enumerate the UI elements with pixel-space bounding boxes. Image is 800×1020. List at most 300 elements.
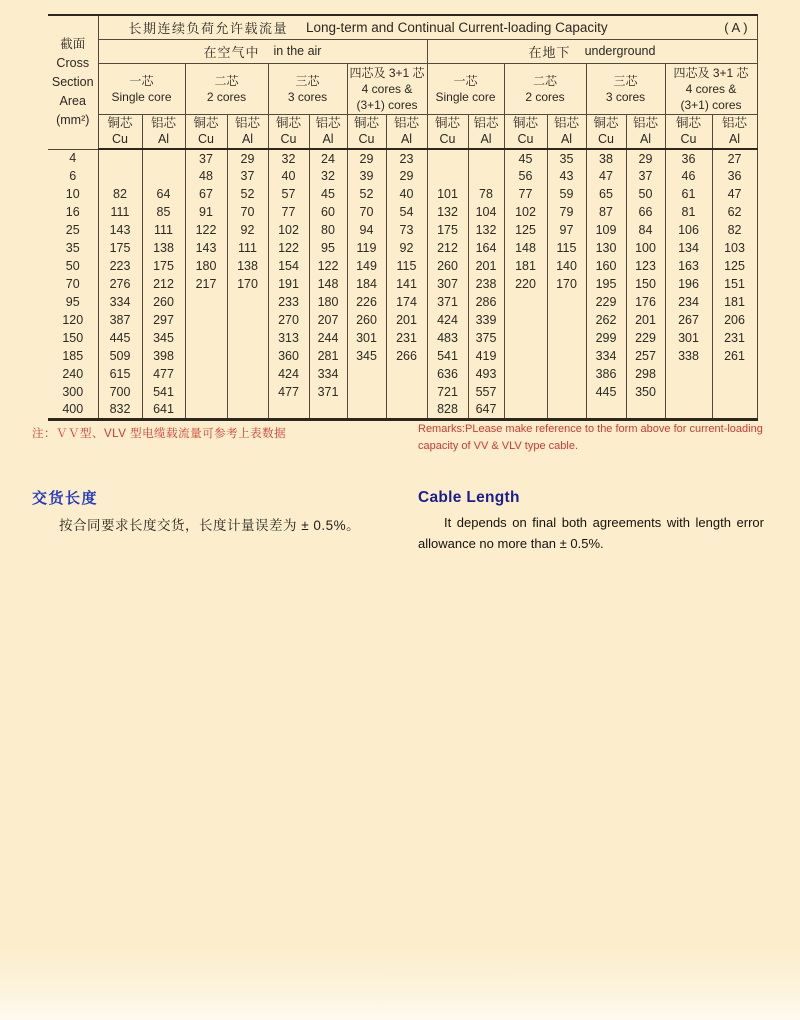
capacity-value: 641 bbox=[142, 401, 185, 419]
conductor-header: 铝芯 Al bbox=[547, 114, 586, 149]
capacity-value bbox=[185, 347, 227, 365]
capacity-value: 419 bbox=[468, 347, 504, 365]
capacity-value: 77 bbox=[268, 203, 309, 221]
capacity-value: 32 bbox=[268, 149, 309, 167]
conductor-header: 铝芯 Al bbox=[309, 114, 347, 149]
table-row bbox=[48, 239, 757, 257]
capacity-value: 32 bbox=[309, 167, 347, 185]
capacity-value: 386 bbox=[586, 365, 626, 383]
capacity-value bbox=[386, 401, 427, 419]
current-capacity-table bbox=[48, 14, 758, 421]
capacity-value: 95 bbox=[309, 239, 347, 257]
capacity-value: 132 bbox=[427, 203, 468, 221]
capacity-value: 24 bbox=[309, 149, 347, 167]
capacity-value: 181 bbox=[712, 293, 757, 311]
cross-section-value: 70 bbox=[48, 275, 98, 293]
capacity-value: 29 bbox=[227, 149, 268, 167]
capacity-value bbox=[504, 401, 547, 419]
capacity-value: 176 bbox=[626, 293, 665, 311]
capacity-value: 50 bbox=[626, 185, 665, 203]
capacity-value: 387 bbox=[98, 311, 142, 329]
capacity-value: 371 bbox=[427, 293, 468, 311]
capacity-value: 636 bbox=[427, 365, 468, 383]
capacity-value: 91 bbox=[185, 203, 227, 221]
group-header-underground bbox=[427, 39, 757, 63]
capacity-value bbox=[347, 401, 386, 419]
capacity-value: 64 bbox=[142, 185, 185, 203]
table-row bbox=[48, 347, 757, 365]
capacity-value: 52 bbox=[347, 185, 386, 203]
table-row bbox=[48, 185, 757, 203]
capacity-value: 102 bbox=[504, 203, 547, 221]
cross-section-value: 185 bbox=[48, 347, 98, 365]
capacity-value: 398 bbox=[142, 347, 185, 365]
capacity-value bbox=[468, 149, 504, 167]
capacity-value: 313 bbox=[268, 329, 309, 347]
capacity-value: 134 bbox=[665, 239, 712, 257]
capacity-value: 85 bbox=[142, 203, 185, 221]
note-en: Remarks:PLease make reference to the form above for current-loading capacity of VV & VLV type cable. bbox=[418, 423, 763, 453]
table-row bbox=[48, 203, 757, 221]
capacity-value bbox=[586, 401, 626, 419]
cross-section-header-line: (mm²) bbox=[56, 112, 90, 127]
capacity-value: 97 bbox=[547, 221, 586, 239]
table-title-en: Long-term and Continual Current-loading Capacity bbox=[306, 19, 608, 35]
capacity-value bbox=[504, 347, 547, 365]
capacity-value: 29 bbox=[626, 149, 665, 167]
capacity-value bbox=[98, 149, 142, 167]
capacity-value: 286 bbox=[468, 293, 504, 311]
table-row bbox=[48, 329, 757, 347]
table-row bbox=[48, 401, 757, 419]
capacity-value: 94 bbox=[347, 221, 386, 239]
conductor-header: 铝芯 Al bbox=[712, 114, 757, 149]
capacity-value: 37 bbox=[626, 167, 665, 185]
capacity-value: 270 bbox=[268, 311, 309, 329]
capacity-value bbox=[712, 383, 757, 401]
capacity-value: 66 bbox=[626, 203, 665, 221]
conductor-header: 铜芯 Cu bbox=[347, 114, 386, 149]
capacity-value: 483 bbox=[427, 329, 468, 347]
capacity-value: 122 bbox=[309, 257, 347, 275]
capacity-value: 111 bbox=[98, 203, 142, 221]
capacity-value: 67 bbox=[185, 185, 227, 203]
core-type-header: 三芯 3 cores bbox=[586, 63, 665, 114]
capacity-value: 132 bbox=[468, 221, 504, 239]
cross-section-value: 120 bbox=[48, 311, 98, 329]
capacity-value: 61 bbox=[665, 185, 712, 203]
capacity-value: 154 bbox=[268, 257, 309, 275]
capacity-value: 424 bbox=[268, 365, 309, 383]
capacity-value bbox=[185, 311, 227, 329]
cross-section-value: 150 bbox=[48, 329, 98, 347]
capacity-value bbox=[227, 401, 268, 419]
capacity-value: 477 bbox=[268, 383, 309, 401]
capacity-value: 54 bbox=[386, 203, 427, 221]
capacity-value bbox=[386, 383, 427, 401]
capacity-value bbox=[504, 383, 547, 401]
capacity-value: 541 bbox=[427, 347, 468, 365]
conductor-header: 铝芯 Al bbox=[142, 114, 185, 149]
capacity-value: 163 bbox=[665, 257, 712, 275]
capacity-value: 299 bbox=[586, 329, 626, 347]
capacity-value: 62 bbox=[712, 203, 757, 221]
capacity-value: 229 bbox=[626, 329, 665, 347]
conductor-header: 铜芯 Cu bbox=[427, 114, 468, 149]
capacity-value: 46 bbox=[665, 167, 712, 185]
group-underground-en: underground bbox=[584, 44, 656, 58]
capacity-value: 339 bbox=[468, 311, 504, 329]
capacity-value bbox=[427, 149, 468, 167]
capacity-value bbox=[142, 167, 185, 185]
capacity-value: 65 bbox=[586, 185, 626, 203]
capacity-value: 276 bbox=[98, 275, 142, 293]
capacity-value: 87 bbox=[586, 203, 626, 221]
capacity-value: 81 bbox=[665, 203, 712, 221]
cable-length-heading-en: Cable Length bbox=[418, 489, 520, 506]
capacity-value: 56 bbox=[504, 167, 547, 185]
note-zh: 注：ＶＶ型、VLV 型电缆载流量可参考上表数据 bbox=[32, 428, 287, 440]
cross-section-header-line: Section bbox=[51, 74, 94, 89]
capacity-value: 226 bbox=[347, 293, 386, 311]
capacity-value: 184 bbox=[347, 275, 386, 293]
capacity-value: 233 bbox=[268, 293, 309, 311]
core-type-header: 一芯 Single core bbox=[427, 63, 504, 114]
group-underground-zh: 在地下 bbox=[528, 44, 571, 60]
capacity-value: 143 bbox=[185, 239, 227, 257]
core-type-header: 二芯 2 cores bbox=[504, 63, 586, 114]
cross-section-value: 25 bbox=[48, 221, 98, 239]
capacity-value: 40 bbox=[386, 185, 427, 203]
capacity-value: 700 bbox=[98, 383, 142, 401]
capacity-value: 59 bbox=[547, 185, 586, 203]
capacity-value: 57 bbox=[268, 185, 309, 203]
cross-section-value: 10 bbox=[48, 185, 98, 203]
capacity-value bbox=[185, 383, 227, 401]
capacity-value: 82 bbox=[712, 221, 757, 239]
capacity-value: 23 bbox=[386, 149, 427, 167]
capacity-value: 84 bbox=[626, 221, 665, 239]
capacity-value: 138 bbox=[227, 257, 268, 275]
capacity-value bbox=[227, 329, 268, 347]
capacity-value: 345 bbox=[142, 329, 185, 347]
core-type-header: 二芯 2 cores bbox=[185, 63, 268, 114]
capacity-value: 201 bbox=[468, 257, 504, 275]
cross-section-value: 240 bbox=[48, 365, 98, 383]
capacity-value bbox=[547, 293, 586, 311]
capacity-value bbox=[185, 401, 227, 419]
capacity-value: 260 bbox=[347, 311, 386, 329]
capacity-value bbox=[185, 293, 227, 311]
capacity-value: 130 bbox=[586, 239, 626, 257]
capacity-value: 47 bbox=[712, 185, 757, 203]
capacity-value bbox=[547, 311, 586, 329]
core-type-header: 四芯及 3+1 芯 4 cores & (3+1) cores bbox=[665, 63, 757, 114]
capacity-value: 541 bbox=[142, 383, 185, 401]
capacity-value: 175 bbox=[427, 221, 468, 239]
capacity-value: 229 bbox=[586, 293, 626, 311]
capacity-value bbox=[547, 347, 586, 365]
table-row bbox=[48, 257, 757, 275]
cross-section-value: 6 bbox=[48, 167, 98, 185]
conductor-header: 铜芯 Cu bbox=[504, 114, 547, 149]
capacity-value: 106 bbox=[665, 221, 712, 239]
capacity-value bbox=[185, 329, 227, 347]
capacity-value: 45 bbox=[309, 185, 347, 203]
capacity-value: 122 bbox=[185, 221, 227, 239]
capacity-value bbox=[309, 401, 347, 419]
capacity-value: 220 bbox=[504, 275, 547, 293]
cable-length-body-en: It depends on final both agreements with length error allowance no more than ± 0.5%. bbox=[418, 515, 764, 551]
capacity-value: 191 bbox=[268, 275, 309, 293]
capacity-value: 231 bbox=[386, 329, 427, 347]
cross-section-value: 16 bbox=[48, 203, 98, 221]
capacity-value: 29 bbox=[386, 167, 427, 185]
capacity-value: 828 bbox=[427, 401, 468, 419]
capacity-value: 350 bbox=[626, 383, 665, 401]
capacity-value: 206 bbox=[712, 311, 757, 329]
table-row bbox=[48, 293, 757, 311]
capacity-value: 35 bbox=[547, 149, 586, 167]
capacity-value: 260 bbox=[427, 257, 468, 275]
capacity-value: 334 bbox=[98, 293, 142, 311]
capacity-value: 43 bbox=[547, 167, 586, 185]
capacity-value: 175 bbox=[142, 257, 185, 275]
capacity-value bbox=[504, 329, 547, 347]
capacity-value: 29 bbox=[347, 149, 386, 167]
capacity-value: 102 bbox=[268, 221, 309, 239]
table-row bbox=[48, 365, 757, 383]
table-row bbox=[48, 149, 757, 167]
capacity-value: 148 bbox=[309, 275, 347, 293]
capacity-value: 647 bbox=[468, 401, 504, 419]
capacity-value: 261 bbox=[712, 347, 757, 365]
conductor-header: 铝芯 Al bbox=[227, 114, 268, 149]
cable-length-body-zh: 按合同要求长度交货，长度计量误差为 ± 0.5%。 bbox=[59, 518, 361, 533]
capacity-value: 138 bbox=[142, 239, 185, 257]
capacity-value: 82 bbox=[98, 185, 142, 203]
capacity-value: 345 bbox=[347, 347, 386, 365]
capacity-value: 48 bbox=[185, 167, 227, 185]
capacity-value: 123 bbox=[626, 257, 665, 275]
capacity-value: 217 bbox=[185, 275, 227, 293]
capacity-value: 307 bbox=[427, 275, 468, 293]
cross-section-header bbox=[48, 15, 98, 149]
table-row bbox=[48, 221, 757, 239]
capacity-value: 262 bbox=[586, 311, 626, 329]
capacity-value: 27 bbox=[712, 149, 757, 167]
cross-section-value: 300 bbox=[48, 383, 98, 401]
capacity-value bbox=[227, 347, 268, 365]
capacity-value: 122 bbox=[268, 239, 309, 257]
capacity-value bbox=[468, 167, 504, 185]
capacity-value: 445 bbox=[586, 383, 626, 401]
capacity-value: 119 bbox=[347, 239, 386, 257]
capacity-value: 73 bbox=[386, 221, 427, 239]
capacity-value: 615 bbox=[98, 365, 142, 383]
capacity-value: 371 bbox=[309, 383, 347, 401]
capacity-value: 45 bbox=[504, 149, 547, 167]
capacity-value: 212 bbox=[427, 239, 468, 257]
group-air-zh: 在空气中 bbox=[203, 44, 260, 60]
capacity-value: 151 bbox=[712, 275, 757, 293]
capacity-value: 338 bbox=[665, 347, 712, 365]
capacity-value bbox=[665, 401, 712, 419]
capacity-value bbox=[347, 383, 386, 401]
capacity-value: 115 bbox=[547, 239, 586, 257]
cross-section-header-line: 截面 bbox=[60, 36, 86, 51]
cross-section-value: 35 bbox=[48, 239, 98, 257]
cable-length-heading-zh: 交货长度 bbox=[32, 490, 99, 507]
capacity-value: 104 bbox=[468, 203, 504, 221]
capacity-value: 266 bbox=[386, 347, 427, 365]
capacity-value: 721 bbox=[427, 383, 468, 401]
capacity-value: 52 bbox=[227, 185, 268, 203]
capacity-value: 79 bbox=[547, 203, 586, 221]
conductor-header: 铜芯 Cu bbox=[98, 114, 142, 149]
capacity-value: 150 bbox=[626, 275, 665, 293]
capacity-value: 164 bbox=[468, 239, 504, 257]
capacity-value: 201 bbox=[386, 311, 427, 329]
capacity-value: 175 bbox=[98, 239, 142, 257]
cross-section-header-line: Area bbox=[59, 93, 86, 108]
capacity-value: 223 bbox=[98, 257, 142, 275]
group-header-air bbox=[98, 39, 427, 63]
capacity-value: 509 bbox=[98, 347, 142, 365]
capacity-value: 70 bbox=[227, 203, 268, 221]
core-type-header: 四芯及 3+1 芯 4 cores & (3+1) cores bbox=[347, 63, 427, 114]
conductor-header: 铜芯 Cu bbox=[665, 114, 712, 149]
capacity-value: 141 bbox=[386, 275, 427, 293]
capacity-value: 181 bbox=[504, 257, 547, 275]
capacity-value: 234 bbox=[665, 293, 712, 311]
conductor-header: 铝芯 Al bbox=[626, 114, 665, 149]
capacity-value: 140 bbox=[547, 257, 586, 275]
table-row bbox=[48, 311, 757, 329]
capacity-value bbox=[547, 401, 586, 419]
capacity-value: 109 bbox=[586, 221, 626, 239]
capacity-value: 195 bbox=[586, 275, 626, 293]
conductor-header: 铝芯 Al bbox=[386, 114, 427, 149]
capacity-value bbox=[142, 149, 185, 167]
capacity-value: 148 bbox=[504, 239, 547, 257]
group-air-en: in the air bbox=[273, 44, 322, 58]
capacity-value bbox=[347, 365, 386, 383]
capacity-value: 201 bbox=[626, 311, 665, 329]
capacity-value: 231 bbox=[712, 329, 757, 347]
capacity-value bbox=[626, 401, 665, 419]
table-row bbox=[48, 383, 757, 401]
capacity-value: 160 bbox=[586, 257, 626, 275]
capacity-value: 298 bbox=[626, 365, 665, 383]
conductor-header: 铝芯 Al bbox=[468, 114, 504, 149]
capacity-value bbox=[227, 311, 268, 329]
capacity-value: 180 bbox=[185, 257, 227, 275]
capacity-value: 103 bbox=[712, 239, 757, 257]
capacity-value bbox=[547, 329, 586, 347]
capacity-value: 100 bbox=[626, 239, 665, 257]
capacity-value bbox=[427, 167, 468, 185]
capacity-value: 196 bbox=[665, 275, 712, 293]
capacity-value: 267 bbox=[665, 311, 712, 329]
capacity-value bbox=[268, 401, 309, 419]
capacity-value bbox=[712, 365, 757, 383]
capacity-value: 78 bbox=[468, 185, 504, 203]
capacity-value: 125 bbox=[712, 257, 757, 275]
capacity-value: 80 bbox=[309, 221, 347, 239]
capacity-value bbox=[185, 365, 227, 383]
capacity-value: 375 bbox=[468, 329, 504, 347]
capacity-value: 101 bbox=[427, 185, 468, 203]
capacity-value: 170 bbox=[547, 275, 586, 293]
capacity-value: 445 bbox=[98, 329, 142, 347]
capacity-value: 40 bbox=[268, 167, 309, 185]
capacity-value: 424 bbox=[427, 311, 468, 329]
capacity-value: 36 bbox=[712, 167, 757, 185]
table-title bbox=[98, 15, 757, 39]
capacity-value: 47 bbox=[586, 167, 626, 185]
capacity-value: 92 bbox=[227, 221, 268, 239]
cross-section-header-line: Cross bbox=[56, 55, 90, 70]
capacity-value: 334 bbox=[309, 365, 347, 383]
capacity-value: 207 bbox=[309, 311, 347, 329]
capacity-value bbox=[504, 293, 547, 311]
cross-section-value: 95 bbox=[48, 293, 98, 311]
capacity-value: 257 bbox=[626, 347, 665, 365]
capacity-value bbox=[547, 365, 586, 383]
capacity-value: 180 bbox=[309, 293, 347, 311]
capacity-value: 38 bbox=[586, 149, 626, 167]
capacity-value bbox=[386, 365, 427, 383]
capacity-value: 149 bbox=[347, 257, 386, 275]
conductor-header: 铜芯 Cu bbox=[185, 114, 227, 149]
capacity-value: 143 bbox=[98, 221, 142, 239]
conductor-header: 铜芯 Cu bbox=[268, 114, 309, 149]
table-row bbox=[48, 275, 757, 293]
capacity-value: 301 bbox=[347, 329, 386, 347]
capacity-value bbox=[665, 365, 712, 383]
capacity-value: 125 bbox=[504, 221, 547, 239]
capacity-value: 39 bbox=[347, 167, 386, 185]
table-title-zh: 长期连续负荷允许载流量 bbox=[128, 20, 289, 36]
capacity-value: 36 bbox=[665, 149, 712, 167]
cross-section-value: 400 bbox=[48, 401, 98, 419]
cross-section-value: 50 bbox=[48, 257, 98, 275]
table-row bbox=[48, 167, 757, 185]
capacity-value: 477 bbox=[142, 365, 185, 383]
capacity-value: 238 bbox=[468, 275, 504, 293]
core-type-header: 三芯 3 cores bbox=[268, 63, 347, 114]
capacity-value bbox=[504, 311, 547, 329]
cross-section-value: 4 bbox=[48, 149, 98, 167]
capacity-value: 37 bbox=[227, 167, 268, 185]
capacity-value: 557 bbox=[468, 383, 504, 401]
capacity-value: 174 bbox=[386, 293, 427, 311]
capacity-value bbox=[227, 365, 268, 383]
capacity-value bbox=[227, 293, 268, 311]
capacity-value: 115 bbox=[386, 257, 427, 275]
capacity-value bbox=[665, 383, 712, 401]
capacity-value: 260 bbox=[142, 293, 185, 311]
capacity-value bbox=[504, 365, 547, 383]
capacity-value: 301 bbox=[665, 329, 712, 347]
capacity-value: 70 bbox=[347, 203, 386, 221]
capacity-value bbox=[547, 383, 586, 401]
conductor-header: 铜芯 Cu bbox=[586, 114, 626, 149]
capacity-value: 92 bbox=[386, 239, 427, 257]
capacity-value bbox=[227, 383, 268, 401]
capacity-value bbox=[712, 401, 757, 419]
